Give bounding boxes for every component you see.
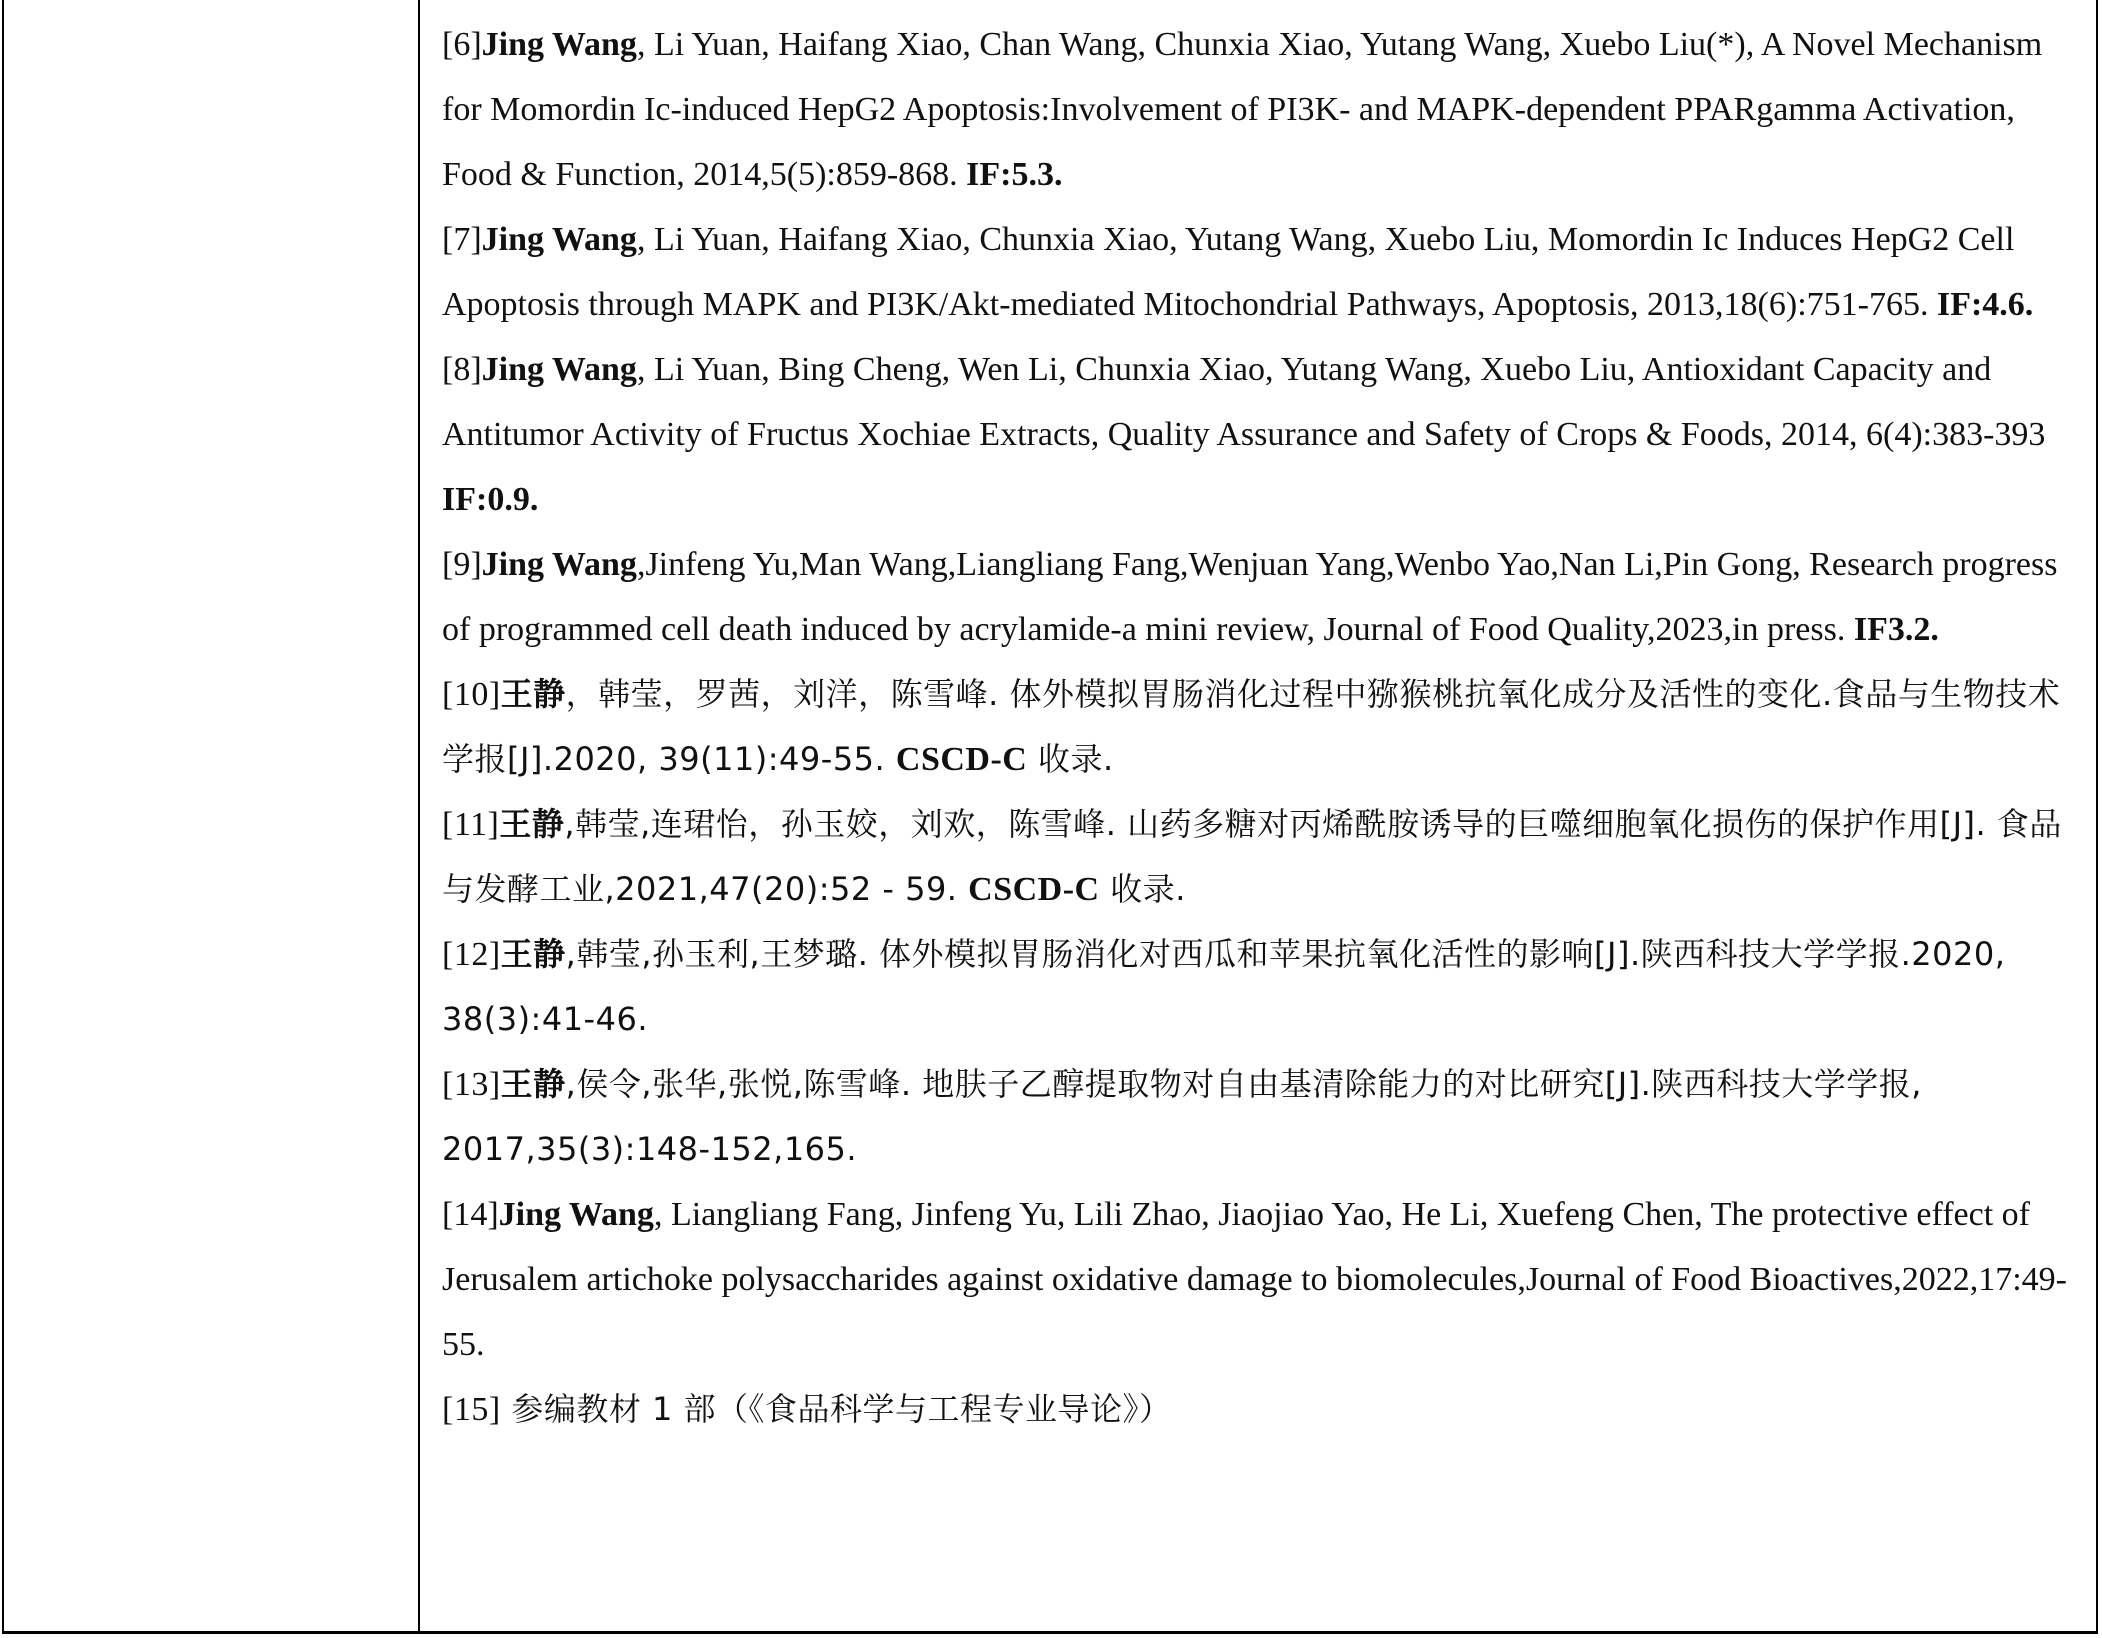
reference-item-12 bbox=[442, 922, 2082, 1052]
column-divider bbox=[418, 0, 420, 1634]
reference-impact-factor: IF:0.9. bbox=[442, 481, 539, 518]
reference-author-bold: Jing Wang bbox=[498, 1196, 654, 1233]
reference-item-8 bbox=[442, 337, 2082, 532]
reference-number: [7] bbox=[442, 221, 482, 258]
reference-impact-factor: IF:4.6. bbox=[1936, 286, 2034, 323]
reference-index-suffix: 收录. bbox=[1099, 870, 1186, 908]
reference-text: ,韩莹,连珺怡，孙玉姣，刘欢，陈雪峰. 山药多糖对丙烯酰胺诱导的巨噬细胞氧化损伤的保护作用[J]. 食品与发酵工业,2021,47(20):52 - 59. bbox=[442, 805, 2062, 908]
reference-number: [13] bbox=[442, 1066, 501, 1103]
reference-impact-factor: IF3.2. bbox=[1853, 611, 1939, 648]
reference-number: [15] bbox=[442, 1391, 501, 1428]
reference-author-bold: Jing Wang bbox=[481, 351, 637, 388]
reference-text: , Li Yuan, Haifang Xiao, Chan Wang, Chunxia Xiao, Yutang Wang, Xuebo Liu(*), A Novel Mechanism for Momordin Ic-induced HepG2 Apoptosis:Involvement of PI3K- and MAPK-dependent PPARgamma Activation, Food & Function, 2014,5(5):859-868. bbox=[442, 26, 2043, 193]
reference-author-bold: 王静 bbox=[500, 1065, 566, 1103]
reference-text: ,韩莹,孙玉利,王梦璐. 体外模拟胃肠消化对西瓜和苹果抗氧化活性的影响[J].陕西科技大学学报.2020, 38(3):41-46. bbox=[442, 935, 2006, 1038]
reference-author-bold: Jing Wang bbox=[481, 221, 637, 258]
reference-text: , Liangliang Fang, Jinfeng Yu, Lili Zhao, Jiaojiao Yao, He Li, Xuefeng Chen, The protective effect of Jerusalem artichoke polysaccharides against oxidative damage to biomolecules,Journal of Food Bioactives,2022,17:49-55. bbox=[442, 1196, 2067, 1363]
reference-author-bold: Jing Wang bbox=[481, 546, 637, 583]
reference-text: , Li Yuan, Bing Cheng, Wen Li, Chunxia Xiao, Yutang Wang, Xuebo Liu, Antioxidant Capacity and Antitumor Activity of Fructus Xochiae Extracts, Quality Assurance and Safety of Crops & Foods, 2014, 6(4):383-393 bbox=[442, 351, 2046, 453]
reference-item-9 bbox=[442, 532, 2082, 662]
reference-author-bold: Jing Wang bbox=[481, 26, 637, 63]
reference-item-15 bbox=[442, 1377, 2082, 1442]
reference-impact-factor: IF:5.3. bbox=[966, 156, 1063, 193]
reference-item-11 bbox=[442, 792, 2082, 922]
reference-text: ,侯令,张华,张悦,陈雪峰. 地肤子乙醇提取物对自由基清除能力的对比研究[J].陕西科技大学学报, 2017,35(3):148-152,165. bbox=[442, 1065, 1922, 1168]
reference-index-tag: CSCD-C bbox=[895, 741, 1028, 778]
reference-item-13 bbox=[442, 1052, 2082, 1182]
reference-text: 参编教材 1 部（《食品科学与工程专业导论》） bbox=[500, 1390, 1172, 1428]
reference-index-tag: CSCD-C bbox=[968, 871, 1100, 908]
reference-text: ,Jinfeng Yu,Man Wang,Liangliang Fang,Wenjuan Yang,Wenbo Yao,Nan Li,Pin Gong, Research progress of programmed cell death induced by acrylamide-a mini review, Journal of Food Quality,2023,in press. bbox=[442, 546, 2058, 648]
reference-number: [6] bbox=[442, 26, 482, 63]
reference-item-6 bbox=[442, 12, 2082, 207]
reference-text: , Li Yuan, Haifang Xiao, Chunxia Xiao, Yutang Wang, Xuebo Liu, Momordin Ic Induces HepG2 Cell Apoptosis through MAPK and PI3K/Akt-mediated Mitochondrial Pathways, Apoptosis, 2013,18(6):751-765. bbox=[442, 221, 2015, 323]
reference-item-10 bbox=[442, 662, 2082, 792]
reference-author-bold: 王静 bbox=[500, 935, 566, 973]
reference-author-bold: 王静 bbox=[500, 675, 566, 713]
reference-number: [12] bbox=[442, 936, 501, 973]
reference-text: ，韩莹，罗茜，刘洋，陈雪峰. 体外模拟胃肠消化过程中猕猴桃抗氧化成分及活性的变化.食品与生物技术学报[J].2020, 39(11):49-55. bbox=[442, 675, 2061, 778]
reference-number: [10] bbox=[442, 676, 501, 713]
reference-number: [11] bbox=[442, 806, 500, 843]
reference-author-bold: 王静 bbox=[499, 805, 565, 843]
reference-item-14 bbox=[442, 1182, 2082, 1377]
reference-number: [9] bbox=[442, 546, 482, 583]
references-cell bbox=[442, 12, 2082, 1442]
left-empty-cell bbox=[4, 0, 418, 1631]
reference-number: [14] bbox=[442, 1196, 499, 1233]
reference-number: [8] bbox=[442, 351, 482, 388]
reference-item-7 bbox=[442, 207, 2082, 337]
reference-index-suffix: 收录. bbox=[1027, 740, 1114, 778]
